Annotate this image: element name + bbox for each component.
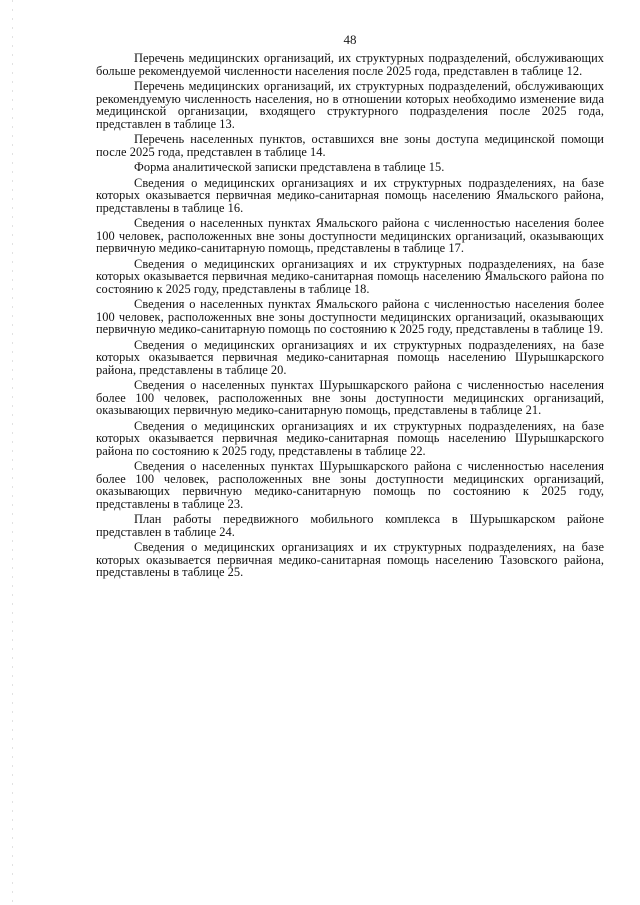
paragraph-table-19: Сведения о населенных пунктах Ямальского района с численностью населения более 100 человек, расположенных вне зоны доступности медицинских организаций, оказывающих первичную медико-санитарную помощь по состоянию к 2025 году, представлены в таблице 19.: [96, 297, 604, 336]
paragraph-table-21: Сведения о населенных пунктах Шурышкарского района с численностью населения более 100 человек, расположенных вне зоны доступности медицинских организаций, оказывающих первичную медико-санитарную помощь, представлены в таблице 21.: [96, 378, 604, 417]
paragraph-table-14: Перечень населенных пунктов, оставшихся вне зоны доступа медицинской помощи после 2025 года, представлен в таблице 14.: [96, 132, 604, 159]
paragraph-table-23: Сведения о населенных пунктах Шурышкарского района с численностью населения более 100 человек, расположенных вне зоны доступности медицинских организаций, оказывающих первичную медико-санитарную помощь по состоянию к 2025 году, представлены в таблице 23.: [96, 459, 604, 511]
paragraph-table-15: Форма аналитической записки представлена в таблице 15.: [134, 160, 445, 174]
paragraph-table-17: Сведения о населенных пунктах Ямальского района с численностью населения более 100 человек, расположенных вне зоны доступности медицинских организаций, оказывающих первичную медико-санитарную помощь, представлены в таблице 17.: [96, 216, 604, 255]
paragraph-table-20: Сведения о медицинских организациях и их структурных подразделениях, на базе которых оказывается первичная медико-санитарная помощь населению Шурышкарского района, представлены в таблице 20.: [96, 337, 604, 377]
paragraph-table-12: Перечень медицинских организаций, их структурных подразделений, обслуживающих больше рекомендуемой численности населения после 2025 года, представлен в таблице 12.: [96, 51, 604, 78]
paragraph-table-24: План работы передвижного мобильного комплекса в Шурышкарском районе представлен в таблице 24.: [96, 512, 604, 539]
paragraph-table-22: Сведения о медицинских организациях и их структурных подразделениях, на базе которых оказывается первичная медико-санитарная помощь населению Шурышкарского района по состоянию к 2025 году, представлены в таблице 22.: [96, 418, 604, 458]
page-number: 48: [343, 32, 357, 47]
paragraph-table-16: Сведения о медицинских организациях и их структурных подразделениях, на базе которых оказывается первичная медико-санитарная помощь населению Ямальского района, представлены в таблице 16.: [96, 175, 604, 215]
paragraph-table-25: Сведения о медицинских организациях и их структурных подразделениях, на базе которых оказывается первичная медико-санитарная помощь населению Тазовского района, представлены в таблице 25.: [96, 540, 604, 579]
paragraph-table-13: Перечень медицинских организаций, их структурных подразделений, обслуживающих рекомендуемую численность населения, но в отношении которых необходимо изменение вида медицинской организации, входящего структурного подразделения после 2025 года, представлен в таблице 13.: [96, 79, 604, 131]
body-text: [96, 52, 604, 582]
scan-edge-artifact: [12, 0, 13, 905]
paragraph-table-18: Сведения о медицинских организациях и их структурных подразделениях, на базе которых оказывается первичная медико-санитарная помощь населению Ямальского района по состоянию к 2025 году, представлены в таблице 18.: [96, 256, 604, 296]
